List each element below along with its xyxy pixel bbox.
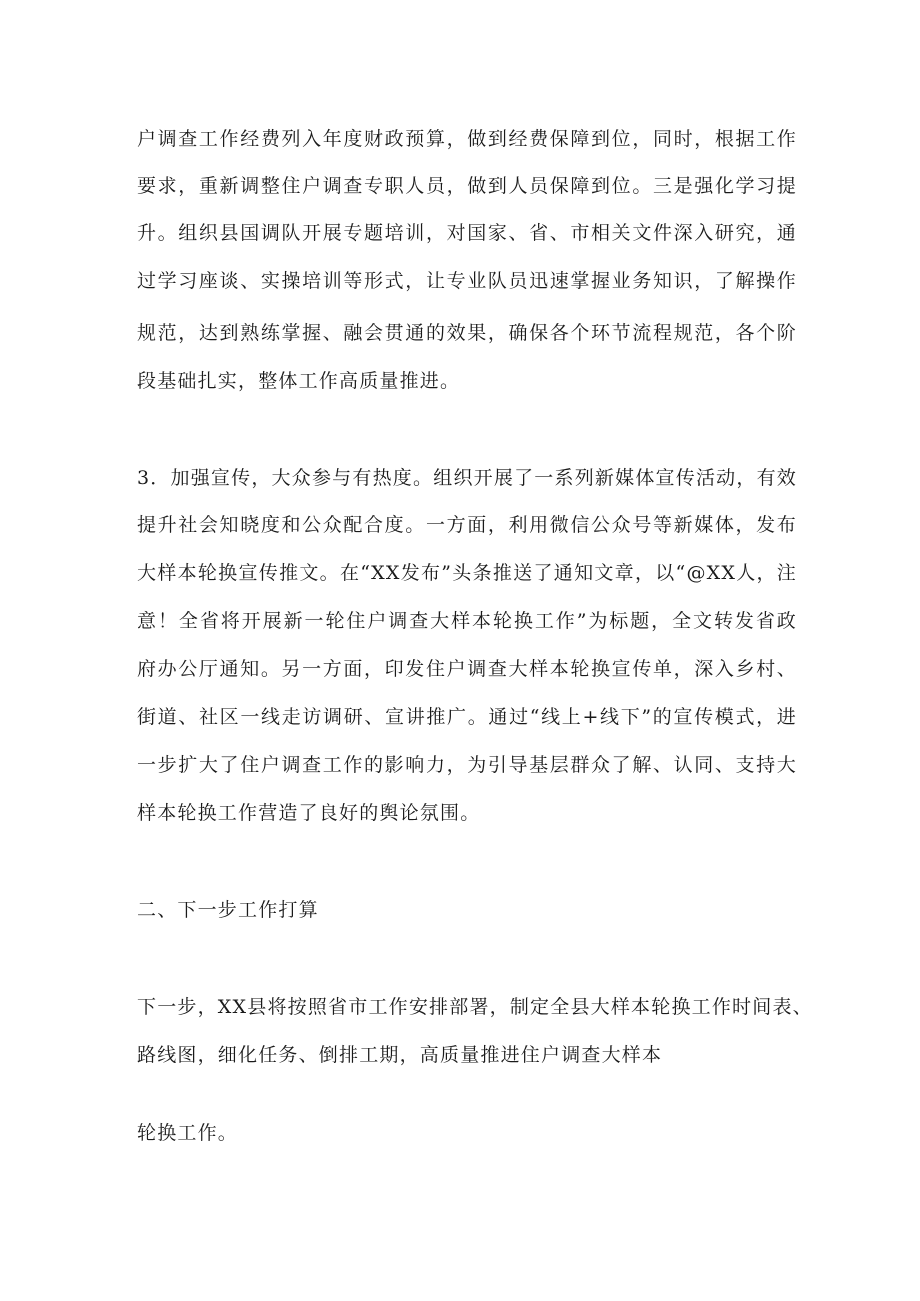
text-line: 街道、社区一线走访调研、宣讲推广。通过“线上+线下”的宣传模式，进 [137,706,797,728]
text-line: 要求，重新调整住户调查专职人员，做到人员保障到位。三是强化学习提 [137,175,797,197]
text-line: 意！全省将开展新一轮住户调查大样本轮换工作”为标题，全文转发省政 [137,610,797,632]
text-line: 升。组织县国调队开展专题培训，对国家、省、市相关文件深入研究，通 [137,222,797,244]
text-line: 提升社会知晓度和公众配合度。一方面，利用微信公众号等新媒体，发布 [137,514,797,536]
text-line: 样本轮换工作营造了良好的舆论氛围。 [137,802,481,824]
text-line: 3．加强宣传，大众参与有热度。组织开展了一系列新媒体宣传活动，有效 [137,467,797,489]
text-line: 段基础扎实，整体工作高质量推进。 [137,370,461,392]
text-line: 过学习座谈、实操培训等形式，让专业队员迅速掌握业务知识，了解操作 [137,270,797,292]
text-line: 路线图，细化任务、倒排工期，高质量推进住户调查大样本 [137,1044,663,1066]
text-line: 大样本轮换宣传推文。在“XX发布”头条推送了通知文章，以“@XX人，注 [137,562,797,584]
text-line: 规范，达到熟练掌握、融会贯通的效果，确保各个环节流程规范，各个阶 [137,322,797,344]
text-line: 府办公厅通知。另一方面，印发住户调查大样本轮换宣传单，深入乡村、 [137,658,797,680]
text-line: 户调查工作经费列入年度财政预算，做到经费保障到位，同时，根据工作 [137,128,797,150]
text-line: 轮换工作。 [137,1122,239,1144]
text-line: 一步扩大了住户调查工作的影响力，为引导基层群众了解、认同、支持大 [137,754,797,776]
section-heading: 二、下一步工作打算 [137,899,319,921]
text-line: 下一步，XX县将按照省市工作安排部署，制定全县大样本轮换工作时间表、 [137,996,813,1018]
